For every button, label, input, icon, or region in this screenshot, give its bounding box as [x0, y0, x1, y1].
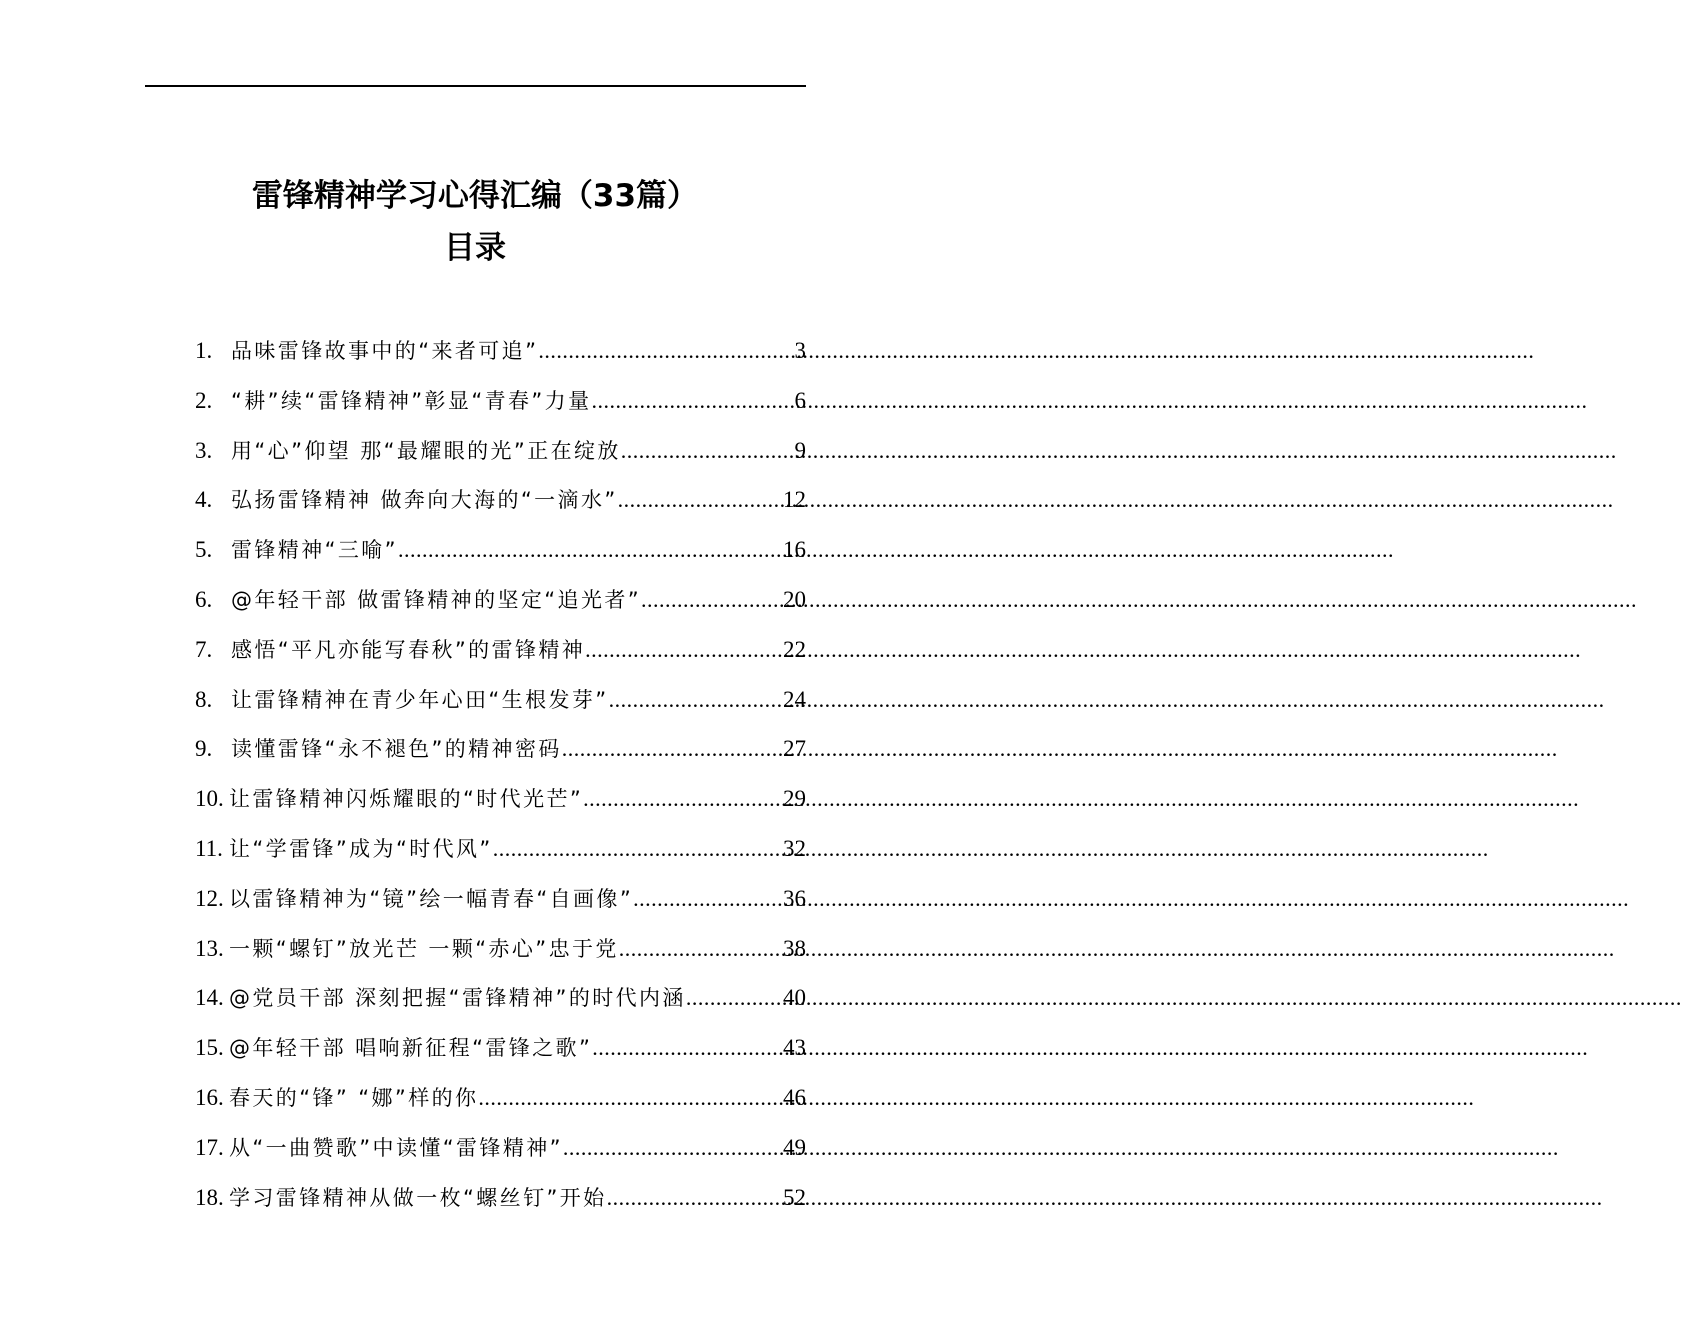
toc-entry-page: 38: [783, 935, 806, 961]
toc-dot-leader: [585, 627, 783, 673]
toc-entry-number: 11.: [195, 835, 223, 861]
toc-entry[interactable]: [195, 577, 806, 627]
toc-entry-number: 12.: [195, 885, 224, 911]
toc-entry-page: 16: [783, 537, 806, 563]
toc-dot-leader: [618, 477, 783, 523]
toc-entry[interactable]: [195, 527, 806, 577]
toc-dot-leader: [563, 1125, 783, 1171]
toc-entry[interactable]: [195, 975, 806, 1025]
toc-entry[interactable]: [195, 826, 806, 876]
document-title: 雷锋精神学习心得汇编（33篇）: [251, 178, 699, 214]
toc-entry-title: 弘扬雷锋精神 做奔向大海的“一滴水”: [231, 488, 618, 513]
toc-dot-leader: [633, 876, 783, 922]
toc-entry-number: 9.: [195, 736, 213, 762]
toc-entry-page: 46: [783, 1084, 806, 1110]
toc-entry[interactable]: [195, 1075, 806, 1125]
toc-heading: 目录: [444, 230, 506, 266]
toc-entry-number: 5.: [195, 537, 213, 563]
toc-entry-title: 春天的“锋” “娜”样的你: [229, 1085, 479, 1110]
toc-entry-page: 40: [783, 985, 806, 1011]
toc-entry-title: 学习雷锋精神从做一枚“螺丝钉”开始: [229, 1185, 607, 1210]
toc-entry-page: 20: [783, 586, 806, 612]
toc-entry-title: “耕”续“雷锋精神”彰显“青春”力量: [231, 388, 592, 413]
toc-entry-number: 16.: [195, 1084, 224, 1110]
toc-dot-leader: [621, 428, 795, 474]
toc-entry-title: 读懂雷锋“永不褪色”的精神密码: [231, 737, 562, 762]
toc-entry-title: 用“心”仰望 那“最耀眼的光”正在绽放: [231, 438, 621, 463]
toc-entry[interactable]: [195, 627, 806, 677]
toc-entry-title: 让“学雷锋”成为“时代风”: [229, 836, 493, 861]
toc-entry-page: 36: [783, 885, 806, 911]
toc-entry-title: 品味雷锋故事中的“来者可追”: [231, 339, 539, 363]
toc-entry-number: 2.: [195, 387, 213, 413]
toc-entry[interactable]: [195, 876, 806, 926]
toc-entry[interactable]: [195, 726, 806, 776]
toc-entry-title: 从“一曲赞歌”中读懂“雷锋精神”: [229, 1135, 563, 1160]
toc-entry-title: @党员干部 深刻把握“雷锋精神”的时代内涵: [229, 986, 686, 1011]
table-of-contents: [195, 328, 806, 1224]
toc-dot-leader: [538, 328, 794, 374]
toc-entry[interactable]: [195, 378, 806, 428]
toc-entry-number: 18.: [195, 1184, 224, 1210]
toc-dot-leader: [591, 378, 794, 424]
toc-entry-title: @年轻干部 唱响新征程“雷锋之歌”: [229, 1036, 593, 1061]
toc-entry[interactable]: [195, 328, 806, 378]
toc-entry-page: 49: [783, 1134, 806, 1160]
toc-entry-number: 8.: [195, 686, 213, 712]
toc-entry[interactable]: [195, 428, 806, 478]
toc-entry-number: 14.: [195, 985, 224, 1011]
toc-entry-page: 9: [794, 437, 806, 463]
toc-entry[interactable]: [195, 1175, 806, 1225]
toc-dot-leader: [478, 1075, 783, 1121]
toc-entry[interactable]: [195, 1025, 806, 1075]
toc-entry[interactable]: [195, 1125, 806, 1175]
toc-entry-title: 雷锋精神“三喻”: [231, 538, 398, 563]
toc-entry-page: 22: [783, 636, 806, 662]
toc-entry-page: 32: [783, 835, 806, 861]
toc-entry-number: 6.: [195, 586, 213, 612]
toc-dot-leader: [641, 577, 783, 623]
toc-entry-number: 1.: [195, 338, 213, 363]
toc-entry-page: 24: [783, 686, 806, 712]
toc-entry-page: 6: [794, 387, 806, 413]
toc-entry[interactable]: [195, 677, 806, 727]
toc-entry-title: @年轻干部 做雷锋精神的坚定“追光者”: [231, 587, 642, 612]
toc-dot-leader: [607, 1175, 783, 1221]
toc-entry-number: 15.: [195, 1035, 224, 1061]
toc-dot-leader: [562, 726, 783, 772]
toc-entry-title: 感悟“平凡亦能写春秋”的雷锋精神: [231, 637, 586, 662]
toc-entry-number: 10.: [195, 786, 224, 812]
toc-entry-title: 让雷锋精神闪烁耀眼的“时代光芒”: [229, 787, 584, 812]
toc-entry-title: 一颗“螺钉”放光芒 一颗“赤心”忠于党: [229, 936, 619, 961]
toc-dot-leader: [493, 826, 783, 872]
toc-entry-page: 3: [794, 338, 806, 363]
toc-dot-leader: [619, 926, 783, 972]
header-rule: [145, 85, 806, 87]
toc-entry-title: 以雷锋精神为“镜”绘一幅青春“自画像”: [229, 886, 634, 911]
toc-entry-page: 12: [783, 487, 806, 513]
toc-entry[interactable]: [195, 477, 806, 527]
toc-entry[interactable]: [195, 776, 806, 826]
toc-entry-number: 17.: [195, 1134, 224, 1160]
toc-dot-leader: [609, 677, 783, 723]
toc-dot-leader: [686, 975, 783, 1021]
toc-entry-title: 让雷锋精神在青少年心田“生根发芽”: [231, 687, 609, 712]
toc-entry-number: 7.: [195, 636, 213, 662]
toc-entry-page: 43: [783, 1035, 806, 1061]
toc-entry-page: 52: [783, 1184, 806, 1210]
toc-entry-number: 13.: [195, 935, 224, 961]
toc-entry-number: 3.: [195, 437, 213, 463]
toc-entry-number: 4.: [195, 487, 213, 513]
toc-dot-leader: [592, 1025, 783, 1071]
toc-entry-page: 27: [783, 736, 806, 762]
toc-entry-page: 29: [783, 786, 806, 812]
toc-dot-leader: [583, 776, 783, 822]
toc-dot-leader: [398, 527, 783, 573]
toc-entry[interactable]: [195, 926, 806, 976]
